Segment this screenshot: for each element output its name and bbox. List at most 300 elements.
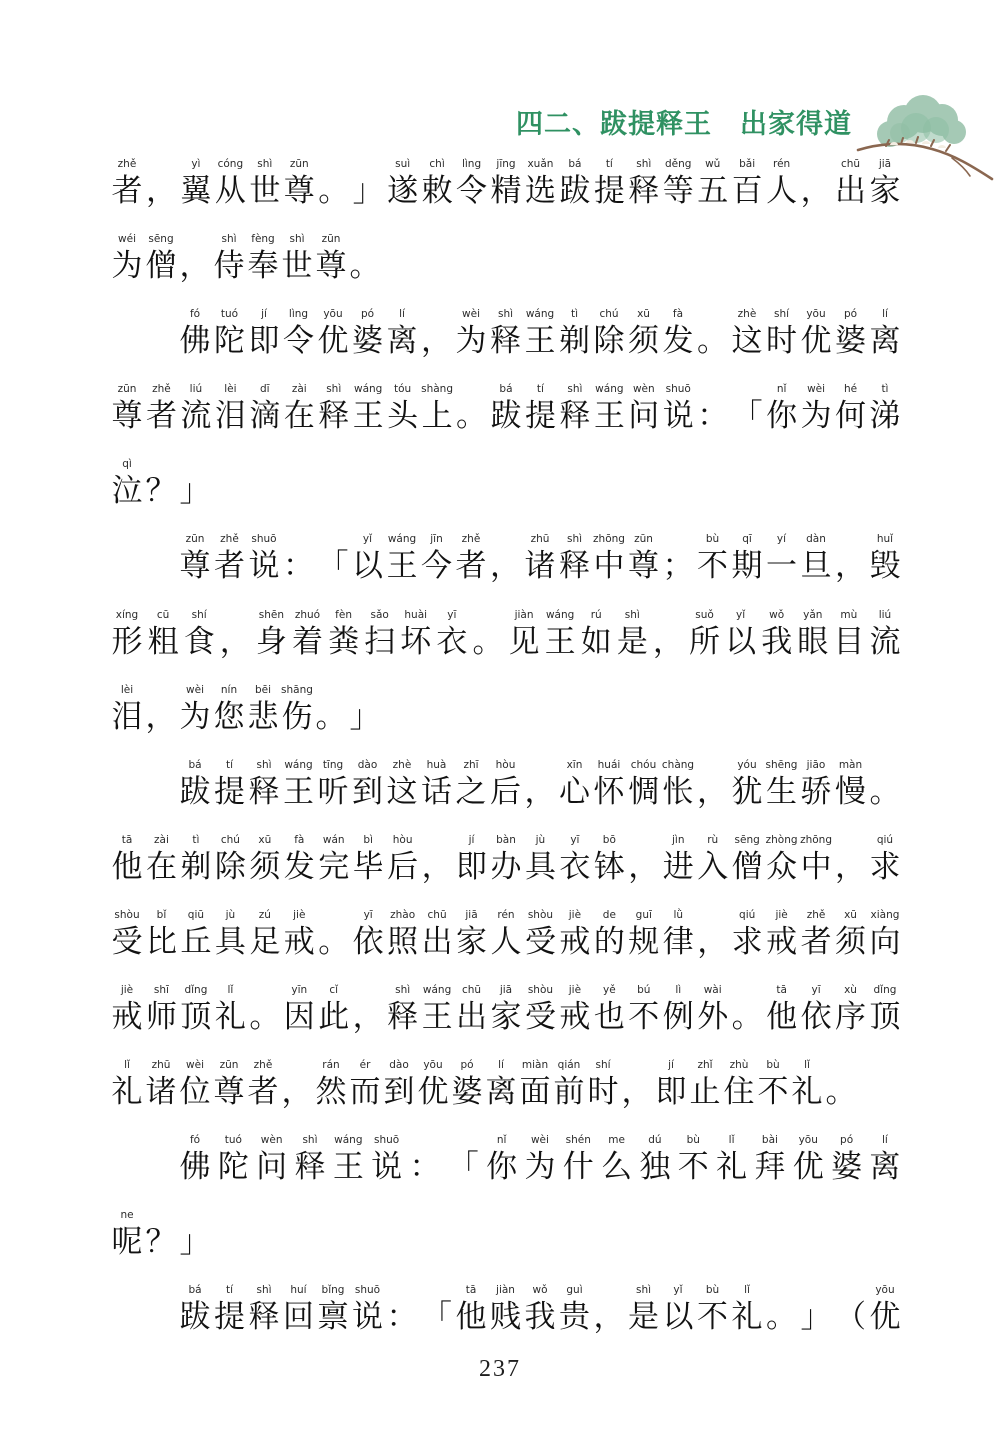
text-line (110, 684, 902, 759)
hanzi-cell (179, 158, 213, 211)
pinyin-annotation: wèi (186, 683, 204, 696)
text-line (110, 909, 902, 984)
hanzi-cell (178, 308, 212, 361)
hanzi-character: 以 (352, 548, 383, 584)
punctuation-cell (218, 609, 252, 662)
pinyin-annotation: shì (257, 158, 273, 170)
hanzi-cell (558, 834, 592, 887)
hanzi-character: 不 (677, 1149, 709, 1185)
hanzi-character: 释 (248, 1299, 280, 1335)
hanzi-character: 。 (731, 999, 763, 1035)
hanzi-character: 。 (349, 248, 381, 284)
hanzi-character: 者 (800, 923, 832, 959)
pinyin-annotation: dào (357, 758, 378, 771)
punctuation-cell (144, 458, 178, 511)
hanzi-character: 「 (447, 1149, 479, 1185)
pinyin-annotation (280, 1059, 314, 1072)
hanzi-cell (282, 759, 316, 812)
hanzi-character: 受 (111, 923, 143, 959)
pinyin-annotation: fèng (251, 233, 275, 246)
hanzi-cell (730, 533, 764, 586)
pinyin-annotation: lǐ (124, 1059, 130, 1072)
pinyin-annotation: zài (154, 833, 169, 846)
hanzi-character: 者 (145, 398, 177, 434)
punctuation-cell (317, 158, 351, 211)
pinyin-annotation: jiè (120, 984, 134, 997)
hanzi-cell (454, 1284, 488, 1337)
hanzi-character: 戒 (283, 923, 315, 959)
hanzi-character: 你 (766, 398, 798, 434)
punctuation-cell (834, 533, 868, 586)
hanzi-character: 以 (662, 1299, 694, 1335)
hanzi-character: 止 (689, 1074, 721, 1110)
hanzi-character: 礼 (214, 999, 246, 1035)
pinyin-annotation: huí (290, 1284, 307, 1297)
hanzi-cell (247, 1284, 281, 1337)
hanzi-character: 即 (456, 848, 488, 884)
pinyin-annotation: shì (636, 158, 652, 170)
hanzi-character: 。 (456, 398, 488, 434)
hanzi-character: 中 (593, 548, 625, 584)
hanzi-cell (246, 684, 280, 737)
pinyin-annotation (351, 984, 385, 997)
hanzi-character: 离 (869, 1149, 901, 1185)
punctuation-cell (824, 1059, 858, 1112)
hanzi-cell (765, 984, 799, 1037)
hanzi-cell (110, 158, 144, 211)
hanzi-character: 发 (662, 323, 694, 359)
pinyin-annotation: huài (404, 608, 428, 621)
hanzi-cell (455, 984, 489, 1037)
pinyin-annotation: cǐ (329, 984, 339, 997)
hanzi-character: 陀 (217, 1149, 249, 1185)
hanzi-character: 问 (628, 398, 660, 434)
hanzi-character: 」 (179, 1224, 211, 1260)
hanzi-cell (523, 158, 557, 211)
hanzi-cell (543, 609, 577, 662)
pinyin-annotation: yī (363, 908, 373, 921)
hanzi-cell (110, 909, 144, 962)
hanzi-character: ： (283, 548, 314, 584)
pinyin-annotation: yóu (737, 758, 757, 771)
hanzi-character: 说 (248, 548, 280, 584)
hanzi-character: 慢 (835, 773, 866, 809)
hanzi-character: 他 (455, 1299, 487, 1335)
hanzi-character: 精 (490, 173, 522, 208)
hanzi-character: 出 (835, 173, 867, 208)
hanzi-character: ， (281, 1074, 313, 1110)
pinyin-annotation: shì (256, 758, 272, 771)
hanzi-cell (450, 1059, 484, 1112)
pinyin-annotation: de (602, 908, 616, 921)
punctuation-cell (420, 1284, 454, 1337)
punctuation-cell (420, 308, 454, 361)
hanzi-cell (586, 1059, 620, 1112)
pinyin-annotation (385, 1284, 419, 1297)
pinyin-annotation: zhù (729, 1059, 749, 1072)
hanzi-cell (248, 158, 282, 211)
pinyin-annotation: chì (429, 158, 445, 170)
hanzi-cell (280, 233, 314, 286)
pinyin-annotation: zhuó (294, 608, 321, 621)
hanzi-character: 入 (697, 848, 729, 884)
hanzi-cell (765, 909, 799, 962)
pinyin-annotation: yǐ (362, 533, 373, 546)
pinyin-annotation (824, 1059, 858, 1072)
pinyin-annotation: zhū (151, 1059, 171, 1072)
hanzi-character: 也 (593, 999, 625, 1035)
punctuation-cell (144, 684, 178, 737)
pinyin-annotation: liú (878, 608, 892, 621)
hanzi-cell (868, 158, 902, 211)
hanzi-cell (592, 383, 626, 436)
pinyin-annotation: wèi (530, 1134, 549, 1147)
pinyin-annotation: tí (605, 158, 613, 170)
hanzi-character: 不 (628, 999, 660, 1035)
hanzi-cell (523, 533, 557, 586)
hanzi-character: ， (219, 623, 251, 659)
hanzi-cell (247, 308, 281, 361)
hanzi-character: 位 (179, 1074, 211, 1110)
hanzi-character: 听 (317, 773, 349, 809)
hanzi-character: 流 (180, 398, 212, 434)
hanzi-character: 百 (731, 173, 763, 208)
hanzi-cell (351, 308, 385, 361)
pinyin-annotation: yí (776, 533, 787, 546)
hanzi-character: 求 (869, 848, 901, 884)
hanzi-cell (834, 984, 868, 1037)
pinyin-annotation (696, 759, 730, 772)
pinyin-annotation: fà (672, 308, 684, 321)
hanzi-cell (144, 909, 178, 962)
hanzi-character: ？ (145, 1224, 177, 1260)
hanzi-character: 期 (731, 548, 763, 584)
hanzi-character: 上 (421, 398, 453, 434)
hanzi-character: 面 (519, 1074, 551, 1110)
punctuation-cell (868, 759, 902, 812)
pinyin-annotation: zhě (253, 1059, 273, 1072)
pinyin-annotation: yōu (323, 308, 343, 321)
pinyin-annotation: jiāo (806, 758, 826, 771)
hanzi-cell (382, 1059, 416, 1112)
hanzi-cell (730, 834, 764, 887)
hanzi-character: ？ (145, 473, 177, 509)
pinyin-annotation: guì (566, 1284, 583, 1297)
hanzi-character: 顶 (869, 999, 901, 1035)
hanzi-character: 贵 (559, 1299, 590, 1335)
hanzi-character: 泣 (111, 473, 143, 509)
pinyin-annotation: màn (838, 758, 863, 771)
hanzi-character: 怀 (593, 773, 625, 809)
pinyin-annotation: yì (191, 158, 201, 170)
hanzi-character: 是 (628, 1299, 659, 1335)
hanzi-cell (760, 609, 794, 662)
hanzi-character: 。 (472, 623, 504, 659)
hanzi-cell (110, 684, 144, 737)
pinyin-annotation (218, 609, 252, 622)
hanzi-cell (385, 759, 419, 812)
hanzi-character: 「 (731, 398, 763, 434)
hanzi-cell (661, 759, 695, 812)
hanzi-cell (420, 984, 454, 1037)
hanzi-cell (351, 759, 385, 812)
hanzi-cell (790, 1059, 824, 1112)
hanzi-character: 顶 (180, 999, 212, 1035)
text-line (178, 759, 902, 834)
hanzi-character: 婆 (835, 323, 866, 359)
pinyin-annotation: lǜ (673, 908, 684, 921)
pinyin-annotation: lí (881, 1134, 888, 1147)
hanzi-cell (351, 1284, 385, 1337)
hanzi-character: 出 (456, 999, 488, 1035)
hanzi-character: 着 (291, 623, 323, 659)
hanzi-character: 世 (249, 173, 281, 208)
pinyin-annotation: pó (460, 1059, 474, 1072)
hanzi-cell (489, 984, 523, 1037)
hanzi-character: ， (652, 623, 684, 659)
hanzi-cell (834, 759, 868, 812)
hanzi-character: 泪 (111, 698, 143, 734)
hanzi-character: 拜 (754, 1149, 786, 1185)
pinyin-annotation: rù (707, 833, 719, 846)
hanzi-cell (579, 609, 613, 662)
pinyin-annotation: wáng (334, 1134, 363, 1147)
pinyin-annotation: tí (225, 758, 234, 771)
hanzi-character: 惆 (628, 773, 659, 809)
pinyin-annotation: qiú (739, 908, 756, 921)
pinyin-annotation: miàn (521, 1059, 549, 1072)
hanzi-character: 眼 (797, 623, 829, 659)
pinyin-annotation: dī (260, 383, 270, 396)
hanzi-character: 优 (792, 1149, 824, 1185)
pinyin-annotation: cóng (217, 158, 244, 170)
punctuation-cell (348, 233, 382, 286)
hanzi-cell (765, 759, 799, 812)
pinyin-annotation: jiè (293, 908, 306, 921)
pinyin-annotation: shēng (765, 758, 798, 771)
hanzi-character: 么 (601, 1149, 633, 1185)
hanzi-cell (627, 909, 661, 962)
text-line (178, 533, 902, 608)
hanzi-cell (178, 1134, 212, 1187)
pinyin-annotation: shì (635, 1284, 652, 1297)
pinyin-annotation: hé (843, 383, 858, 396)
hanzi-character: 泪 (214, 398, 246, 434)
punctuation-cell (696, 759, 730, 812)
hanzi-cell (110, 834, 144, 887)
hanzi-cell (144, 233, 178, 286)
hanzi-cell (592, 158, 626, 211)
hanzi-cell (561, 1134, 595, 1187)
punctuation-cell (696, 383, 730, 436)
hanzi-character: 离 (485, 1074, 517, 1110)
hanzi-character: ， (145, 173, 177, 208)
hanzi-character: 者 (111, 173, 143, 208)
pinyin-annotation: lèi (120, 683, 134, 696)
hanzi-character: 在 (283, 398, 315, 434)
punctuation-cell (282, 533, 316, 586)
hanzi-character: 尊 (628, 548, 659, 584)
hanzi-character: 外 (697, 999, 729, 1035)
hanzi-character: 不 (697, 1299, 728, 1335)
hanzi-character: 王 (593, 398, 625, 434)
hanzi-character: 何 (835, 398, 867, 434)
hanzi-character: 说 (371, 1149, 403, 1185)
hanzi-character: 身 (255, 623, 287, 659)
hanzi-character: ； (662, 548, 694, 584)
hanzi-character: 话 (421, 773, 452, 809)
hanzi-cell (248, 834, 282, 887)
pinyin-annotation: huà (426, 758, 447, 771)
hanzi-character: 戒 (559, 923, 591, 959)
hanzi-cell (661, 1284, 695, 1337)
hanzi-cell (730, 759, 764, 812)
pinyin-annotation: wèn (632, 383, 655, 396)
pinyin-annotation: wáng (545, 608, 575, 621)
pinyin-annotation: bá (188, 1284, 202, 1297)
pinyin-annotation: shuō (354, 1284, 381, 1297)
pinyin-annotation: qī (742, 533, 752, 546)
pinyin-annotation: zhōng (593, 533, 625, 546)
hanzi-cell (420, 533, 454, 586)
hanzi-cell (351, 383, 385, 436)
pinyin-annotation: wǔ (705, 158, 721, 170)
hanzi-cell (688, 1059, 722, 1112)
punctuation-cell (408, 1134, 442, 1187)
hanzi-character: ， (697, 923, 729, 959)
hanzi-character: 僧 (145, 248, 177, 284)
pinyin-annotation: jīn (430, 533, 443, 546)
pinyin-annotation (314, 684, 348, 697)
hanzi-cell (455, 834, 489, 887)
hanzi-character: 为 (524, 1149, 556, 1185)
hanzi-character: 除 (214, 848, 246, 884)
hanzi-cell (592, 308, 626, 361)
hanzi-character: （ (835, 1299, 866, 1335)
pinyin-annotation (696, 909, 730, 922)
hanzi-cell (213, 533, 247, 586)
pinyin-annotation: yōu (875, 1284, 895, 1297)
punctuation-cell (651, 609, 685, 662)
hanzi-character: 即 (655, 1074, 687, 1110)
hanzi-character: 王 (421, 999, 453, 1035)
hanzi-cell (455, 909, 489, 962)
hanzi-cell (179, 834, 213, 887)
chapter-title: 四二、跋提释王 出家得道 (516, 109, 852, 139)
pinyin-annotation: xū (258, 833, 272, 846)
text-body (110, 158, 902, 1360)
punctuation-cell (730, 984, 764, 1037)
hanzi-cell (730, 158, 764, 211)
hanzi-character: 优 (869, 1299, 901, 1335)
text-line (178, 1284, 902, 1359)
pinyin-annotation: jiā (499, 984, 513, 997)
page-number: 237 (479, 1356, 521, 1382)
pinyin-annotation: chú (220, 833, 240, 846)
hanzi-character: 提 (214, 1299, 245, 1335)
hanzi-character: 规 (628, 923, 660, 959)
hanzi-cell (558, 383, 592, 436)
pinyin-annotation: wáng (387, 533, 417, 546)
pinyin-annotation: shì (289, 233, 305, 246)
hanzi-cell (316, 1284, 350, 1337)
hanzi-character: 序 (835, 999, 867, 1035)
punctuation-cell (248, 984, 282, 1037)
hanzi-cell (765, 533, 799, 586)
pinyin-annotation (446, 1134, 480, 1147)
hanzi-character: 犹 (731, 773, 763, 809)
hanzi-cell (796, 609, 830, 662)
hanzi-cell (558, 158, 592, 211)
pinyin-annotation: zūn (634, 533, 653, 546)
hanzi-cell (868, 834, 902, 887)
punctuation-cell (178, 1209, 212, 1262)
hanzi-character: 时 (587, 1074, 619, 1110)
hanzi-character: 独 (639, 1149, 671, 1185)
hanzi-character: 婆 (352, 323, 383, 359)
hanzi-character: 礼 (791, 1074, 823, 1110)
pinyin-annotation: tí (225, 1284, 234, 1297)
hanzi-cell (627, 1284, 661, 1337)
pinyin-annotation (696, 308, 730, 321)
hanzi-cell (254, 609, 288, 662)
hanzi-cell (216, 1134, 250, 1187)
hanzi-character: 为 (800, 398, 832, 434)
punctuation-cell (178, 458, 212, 511)
hanzi-character: ， (352, 999, 384, 1035)
pinyin-annotation (144, 1209, 178, 1222)
pinyin-annotation: wán (322, 833, 345, 846)
pinyin-annotation (248, 984, 282, 997)
text-line (110, 1209, 902, 1284)
pinyin-annotation: zūn (219, 1059, 239, 1072)
hanzi-cell (627, 308, 661, 361)
hanzi-character: 头 (387, 398, 419, 434)
hanzi-cell (676, 1134, 710, 1187)
hanzi-character: 世 (281, 248, 313, 284)
pinyin-annotation: chū (461, 984, 482, 997)
hanzi-character: 敕 (421, 173, 453, 208)
hanzi-cell (868, 308, 902, 361)
pinyin-annotation: wèn (260, 1134, 283, 1147)
pinyin-annotation: xū (844, 908, 857, 921)
hanzi-cell (489, 308, 523, 361)
hanzi-character: 毕 (352, 848, 384, 884)
hanzi-cell (791, 1134, 825, 1187)
hanzi-cell (868, 609, 902, 662)
hanzi-cell (363, 609, 397, 662)
hanzi-cell (110, 233, 144, 286)
hanzi-cell (696, 158, 730, 211)
hanzi-character: 一 (766, 548, 797, 584)
hanzi-character: 跋 (559, 173, 591, 208)
hanzi-cell (799, 759, 833, 812)
hanzi-cell (144, 984, 178, 1037)
hanzi-cell (255, 1134, 289, 1187)
pinyin-annotation: pó (843, 308, 858, 321)
pinyin-annotation (765, 1284, 799, 1297)
hanzi-cell (282, 834, 316, 887)
hanzi-cell (348, 1059, 382, 1112)
pinyin-annotation: huái (597, 758, 621, 771)
hanzi-cell (627, 383, 661, 436)
pinyin-annotation: liú (189, 383, 203, 396)
hanzi-character: 释 (318, 398, 350, 434)
hanzi-cell (507, 609, 541, 662)
pinyin-annotation: zhī (463, 758, 479, 771)
pinyin-annotation: yīn (291, 984, 308, 997)
hanzi-character: ， (421, 323, 452, 359)
